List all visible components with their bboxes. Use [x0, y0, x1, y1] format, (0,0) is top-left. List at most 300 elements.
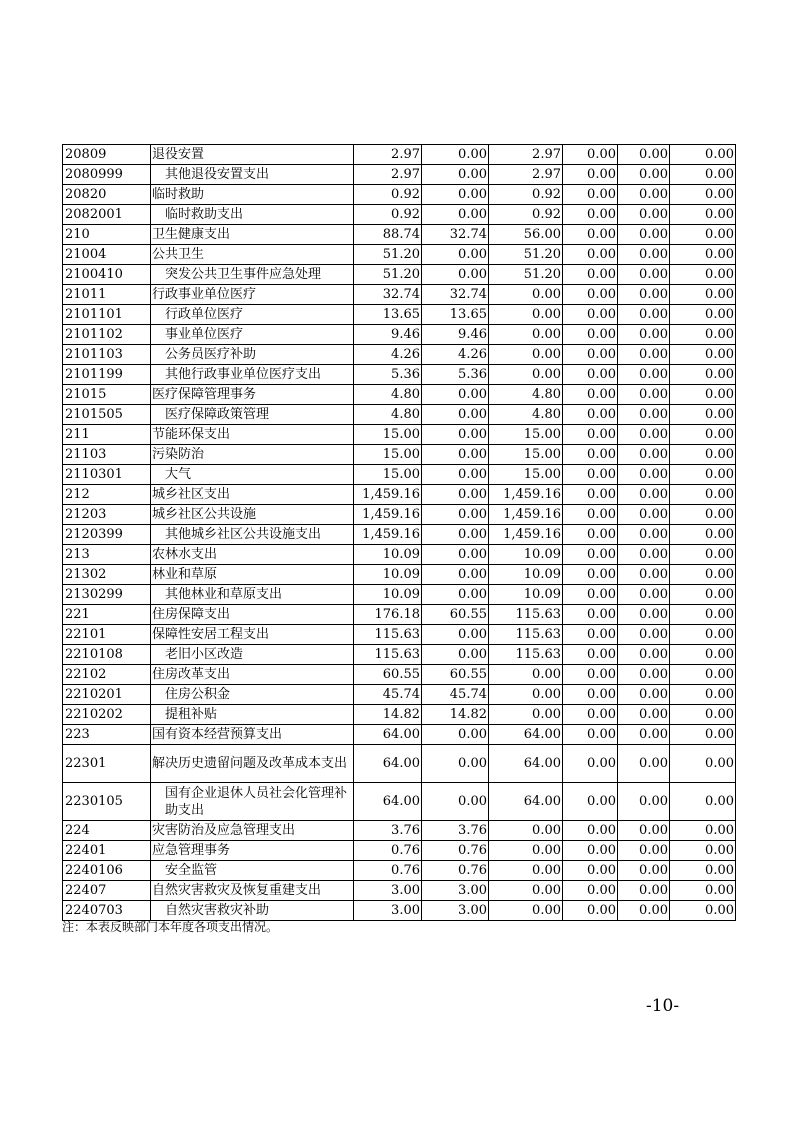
table-row: [63, 745, 736, 783]
other-value-1: 0.00: [563, 705, 618, 725]
subject-name: 住房保障支出: [151, 605, 354, 625]
other-value-3: 0.00: [670, 365, 736, 385]
subject-code: 224: [63, 821, 151, 841]
page-number: -10-: [646, 996, 680, 1016]
project-value: 2.97: [489, 165, 563, 185]
total-value: 3.76: [354, 821, 422, 841]
subject-name: 住房公积金: [151, 685, 354, 705]
basic-value: 3.00: [422, 901, 489, 921]
total-value: 15.00: [354, 465, 422, 485]
subject-code: 2101199: [63, 365, 151, 385]
subject-code: 20820: [63, 185, 151, 205]
basic-value: 0.00: [422, 585, 489, 605]
other-value-3: 0.00: [670, 385, 736, 405]
other-value-1: 0.00: [563, 205, 618, 225]
project-value: 51.20: [489, 265, 563, 285]
project-value: 0.00: [489, 705, 563, 725]
project-value: 15.00: [489, 465, 563, 485]
other-value-1: 0.00: [563, 685, 618, 705]
other-value-1: 0.00: [563, 861, 618, 881]
total-value: 64.00: [354, 725, 422, 745]
basic-value: 0.00: [422, 465, 489, 485]
other-value-3: 0.00: [670, 625, 736, 645]
subject-name: 灾害防治及应急管理支出: [151, 821, 354, 841]
basic-value: 0.00: [422, 645, 489, 665]
total-value: 51.20: [354, 265, 422, 285]
other-value-2: 0.00: [618, 185, 670, 205]
subject-name: 行政事业单位医疗: [151, 285, 354, 305]
project-value: 0.00: [489, 901, 563, 921]
basic-value: 3.00: [422, 881, 489, 901]
basic-value: 0.00: [422, 783, 489, 821]
other-value-1: 0.00: [563, 305, 618, 325]
table-row: [63, 165, 736, 185]
other-value-2: 0.00: [618, 365, 670, 385]
table-row: [63, 505, 736, 525]
project-value: 115.63: [489, 605, 563, 625]
subject-name: 提租补贴: [151, 705, 354, 725]
other-value-3: 0.00: [670, 465, 736, 485]
total-value: 10.09: [354, 545, 422, 565]
other-value-2: 0.00: [618, 901, 670, 921]
other-value-1: 0.00: [563, 565, 618, 585]
subject-name: 大气: [151, 465, 354, 485]
other-value-1: 0.00: [563, 225, 618, 245]
table-row: [63, 245, 736, 265]
other-value-2: 0.00: [618, 861, 670, 881]
subject-code: 2130299: [63, 585, 151, 605]
subject-name: 其他城乡社区公共设施支出: [151, 525, 354, 545]
total-value: 64.00: [354, 745, 422, 783]
other-value-3: 0.00: [670, 285, 736, 305]
other-value-2: 0.00: [618, 725, 670, 745]
total-value: 176.18: [354, 605, 422, 625]
subject-code: 22301: [63, 745, 151, 783]
table-row: [63, 821, 736, 841]
other-value-1: 0.00: [563, 465, 618, 485]
project-value: 0.00: [489, 665, 563, 685]
other-value-1: 0.00: [563, 445, 618, 465]
subject-code: 2101505: [63, 405, 151, 425]
project-value: 56.00: [489, 225, 563, 245]
other-value-2: 0.00: [618, 605, 670, 625]
subject-name: 城乡社区公共设施: [151, 505, 354, 525]
other-value-3: 0.00: [670, 405, 736, 425]
subject-code: 213: [63, 545, 151, 565]
total-value: 51.20: [354, 245, 422, 265]
basic-value: 0.00: [422, 505, 489, 525]
basic-value: 0.00: [422, 205, 489, 225]
project-value: 0.92: [489, 185, 563, 205]
basic-value: 5.36: [422, 365, 489, 385]
project-value: 0.00: [489, 881, 563, 901]
subject-code: 21011: [63, 285, 151, 305]
table-row: [63, 145, 736, 165]
basic-value: 0.00: [422, 445, 489, 465]
other-value-2: 0.00: [618, 745, 670, 783]
table-row: [63, 783, 736, 821]
other-value-2: 0.00: [618, 665, 670, 685]
project-value: 2.97: [489, 145, 563, 165]
subject-code: 2100410: [63, 265, 151, 285]
total-value: 4.80: [354, 405, 422, 425]
other-value-3: 0.00: [670, 725, 736, 745]
basic-value: 0.00: [422, 525, 489, 545]
basic-value: 0.00: [422, 245, 489, 265]
other-value-2: 0.00: [618, 285, 670, 305]
project-value: 10.09: [489, 545, 563, 565]
basic-value: 45.74: [422, 685, 489, 705]
other-value-3: 0.00: [670, 901, 736, 921]
subject-code: 2082001: [63, 205, 151, 225]
basic-value: 0.00: [422, 545, 489, 565]
project-value: 1,459.16: [489, 525, 563, 545]
other-value-3: 0.00: [670, 325, 736, 345]
project-value: 0.00: [489, 285, 563, 305]
table-row: [63, 265, 736, 285]
table-row: [63, 841, 736, 861]
table-row: [63, 185, 736, 205]
other-value-2: 0.00: [618, 325, 670, 345]
total-value: 32.74: [354, 285, 422, 305]
subject-name: 农林水支出: [151, 545, 354, 565]
table-row: [63, 325, 736, 345]
total-value: 4.80: [354, 385, 422, 405]
subject-name: 自然灾害救灾补助: [151, 901, 354, 921]
other-value-3: 0.00: [670, 685, 736, 705]
subject-name: 其他行政事业单位医疗支出: [151, 365, 354, 385]
subject-name: 林业和草原: [151, 565, 354, 585]
basic-value: 0.76: [422, 841, 489, 861]
other-value-1: 0.00: [563, 665, 618, 685]
table-row: [63, 625, 736, 645]
expenditure-table: [62, 144, 736, 921]
subject-code: 223: [63, 725, 151, 745]
subject-code: 2210202: [63, 705, 151, 725]
project-value: 1,459.16: [489, 505, 563, 525]
other-value-2: 0.00: [618, 405, 670, 425]
other-value-3: 0.00: [670, 145, 736, 165]
table-row: [63, 565, 736, 585]
total-value: 1,459.16: [354, 525, 422, 545]
other-value-1: 0.00: [563, 365, 618, 385]
other-value-2: 0.00: [618, 205, 670, 225]
table-row: [63, 205, 736, 225]
other-value-3: 0.00: [670, 861, 736, 881]
total-value: 13.65: [354, 305, 422, 325]
basic-value: 60.55: [422, 665, 489, 685]
other-value-2: 0.00: [618, 565, 670, 585]
table-row: [63, 345, 736, 365]
other-value-1: 0.00: [563, 783, 618, 821]
project-value: 0.92: [489, 205, 563, 225]
subject-code: 211: [63, 425, 151, 445]
subject-code: 2210108: [63, 645, 151, 665]
other-value-1: 0.00: [563, 745, 618, 783]
subject-code: 21302: [63, 565, 151, 585]
project-value: 0.00: [489, 685, 563, 705]
subject-name: 医疗保障管理事务: [151, 385, 354, 405]
other-value-1: 0.00: [563, 645, 618, 665]
other-value-1: 0.00: [563, 505, 618, 525]
other-value-3: 0.00: [670, 225, 736, 245]
table-row: [63, 465, 736, 485]
table-row: [63, 665, 736, 685]
subject-name: 临时救助: [151, 185, 354, 205]
other-value-3: 0.00: [670, 881, 736, 901]
table-row: [63, 685, 736, 705]
basic-value: 0.76: [422, 861, 489, 881]
other-value-2: 0.00: [618, 225, 670, 245]
other-value-3: 0.00: [670, 525, 736, 545]
total-value: 0.92: [354, 205, 422, 225]
other-value-3: 0.00: [670, 821, 736, 841]
total-value: 5.36: [354, 365, 422, 385]
subject-name: 退役安置: [151, 145, 354, 165]
subject-name: 卫生健康支出: [151, 225, 354, 245]
project-value: 10.09: [489, 565, 563, 585]
project-value: 0.00: [489, 821, 563, 841]
other-value-1: 0.00: [563, 625, 618, 645]
other-value-1: 0.00: [563, 265, 618, 285]
project-value: 15.00: [489, 425, 563, 445]
other-value-2: 0.00: [618, 245, 670, 265]
table-row: [63, 525, 736, 545]
basic-value: 0.00: [422, 385, 489, 405]
project-value: 64.00: [489, 725, 563, 745]
other-value-2: 0.00: [618, 841, 670, 861]
subject-name: 自然灾害救灾及恢复重建支出: [151, 881, 354, 901]
subject-code: 22102: [63, 665, 151, 685]
subject-code: 2110301: [63, 465, 151, 485]
other-value-3: 0.00: [670, 585, 736, 605]
other-value-3: 0.00: [670, 165, 736, 185]
basic-value: 32.74: [422, 225, 489, 245]
other-value-3: 0.00: [670, 265, 736, 285]
total-value: 1,459.16: [354, 485, 422, 505]
basic-value: 4.26: [422, 345, 489, 365]
table-row: [63, 605, 736, 625]
project-value: 0.00: [489, 345, 563, 365]
subject-name: 国有资本经营预算支出: [151, 725, 354, 745]
total-value: 0.92: [354, 185, 422, 205]
basic-value: 60.55: [422, 605, 489, 625]
other-value-2: 0.00: [618, 505, 670, 525]
subject-name: 保障性安居工程支出: [151, 625, 354, 645]
total-value: 0.76: [354, 841, 422, 861]
other-value-3: 0.00: [670, 345, 736, 365]
table-row: [63, 585, 736, 605]
basic-value: 13.65: [422, 305, 489, 325]
basic-value: 0.00: [422, 145, 489, 165]
other-value-3: 0.00: [670, 565, 736, 585]
subject-code: 22401: [63, 841, 151, 861]
other-value-3: 0.00: [670, 545, 736, 565]
basic-value: 0.00: [422, 165, 489, 185]
total-value: 88.74: [354, 225, 422, 245]
total-value: 10.09: [354, 585, 422, 605]
other-value-2: 0.00: [618, 821, 670, 841]
total-value: 15.00: [354, 445, 422, 465]
subject-name: 解决历史遗留问题及改革成本支出: [151, 745, 354, 783]
other-value-2: 0.00: [618, 625, 670, 645]
table-row: [63, 405, 736, 425]
project-value: 10.09: [489, 585, 563, 605]
subject-code: 2101103: [63, 345, 151, 365]
other-value-3: 0.00: [670, 645, 736, 665]
total-value: 2.97: [354, 165, 422, 185]
other-value-2: 0.00: [618, 145, 670, 165]
subject-name: 公务员医疗补助: [151, 345, 354, 365]
other-value-3: 0.00: [670, 245, 736, 265]
other-value-1: 0.00: [563, 325, 618, 345]
project-value: 0.00: [489, 365, 563, 385]
total-value: 60.55: [354, 665, 422, 685]
other-value-2: 0.00: [618, 783, 670, 821]
other-value-3: 0.00: [670, 705, 736, 725]
other-value-2: 0.00: [618, 585, 670, 605]
other-value-3: 0.00: [670, 185, 736, 205]
other-value-3: 0.00: [670, 485, 736, 505]
total-value: 2.97: [354, 145, 422, 165]
other-value-2: 0.00: [618, 305, 670, 325]
other-value-3: 0.00: [670, 783, 736, 821]
subject-code: 20809: [63, 145, 151, 165]
subject-code: 22407: [63, 881, 151, 901]
table-row: [63, 645, 736, 665]
other-value-1: 0.00: [563, 605, 618, 625]
other-value-1: 0.00: [563, 385, 618, 405]
subject-name: 节能环保支出: [151, 425, 354, 445]
subject-code: 2101102: [63, 325, 151, 345]
other-value-2: 0.00: [618, 385, 670, 405]
subject-name: 应急管理事务: [151, 841, 354, 861]
subject-name: 污染防治: [151, 445, 354, 465]
basic-value: 32.74: [422, 285, 489, 305]
other-value-1: 0.00: [563, 145, 618, 165]
other-value-1: 0.00: [563, 725, 618, 745]
other-value-1: 0.00: [563, 841, 618, 861]
total-value: 14.82: [354, 705, 422, 725]
other-value-2: 0.00: [618, 425, 670, 445]
basic-value: 3.76: [422, 821, 489, 841]
subject-name: 事业单位医疗: [151, 325, 354, 345]
subject-name: 城乡社区支出: [151, 485, 354, 505]
basic-value: 0.00: [422, 725, 489, 745]
table-row: [63, 385, 736, 405]
basic-value: 0.00: [422, 265, 489, 285]
total-value: 115.63: [354, 645, 422, 665]
basic-value: 0.00: [422, 625, 489, 645]
other-value-1: 0.00: [563, 901, 618, 921]
subject-code: 2080999: [63, 165, 151, 185]
other-value-2: 0.00: [618, 345, 670, 365]
other-value-3: 0.00: [670, 445, 736, 465]
subject-name: 其他林业和草原支出: [151, 585, 354, 605]
other-value-3: 0.00: [670, 745, 736, 783]
basic-value: 0.00: [422, 425, 489, 445]
total-value: 3.00: [354, 881, 422, 901]
table-row: [63, 485, 736, 505]
total-value: 4.26: [354, 345, 422, 365]
other-value-2: 0.00: [618, 445, 670, 465]
project-value: 0.00: [489, 305, 563, 325]
subject-code: 2120399: [63, 525, 151, 545]
other-value-3: 0.00: [670, 605, 736, 625]
table-row: [63, 285, 736, 305]
table-row: [63, 225, 736, 245]
other-value-2: 0.00: [618, 265, 670, 285]
other-value-1: 0.00: [563, 585, 618, 605]
subject-name: 老旧小区改造: [151, 645, 354, 665]
total-value: 10.09: [354, 565, 422, 585]
project-value: 0.00: [489, 841, 563, 861]
total-value: 64.00: [354, 783, 422, 821]
other-value-1: 0.00: [563, 425, 618, 445]
basic-value: 0.00: [422, 485, 489, 505]
table-row: [63, 425, 736, 445]
subject-name: 医疗保障政策管理: [151, 405, 354, 425]
project-value: 115.63: [489, 645, 563, 665]
basic-value: 0.00: [422, 565, 489, 585]
subject-name: 行政单位医疗: [151, 305, 354, 325]
subject-name: 国有企业退休人员社会化管理补助支出: [151, 783, 354, 821]
total-value: 0.76: [354, 861, 422, 881]
project-value: 1,459.16: [489, 485, 563, 505]
basic-value: 0.00: [422, 185, 489, 205]
subject-name: 住房改革支出: [151, 665, 354, 685]
subject-code: 221: [63, 605, 151, 625]
subject-code: 21004: [63, 245, 151, 265]
subject-code: 210: [63, 225, 151, 245]
project-value: 0.00: [489, 861, 563, 881]
total-value: 45.74: [354, 685, 422, 705]
other-value-3: 0.00: [670, 305, 736, 325]
other-value-1: 0.00: [563, 345, 618, 365]
basic-value: 9.46: [422, 325, 489, 345]
table-row: [63, 365, 736, 385]
total-value: 1,459.16: [354, 505, 422, 525]
other-value-1: 0.00: [563, 821, 618, 841]
subject-name: 突发公共卫生事件应急处理: [151, 265, 354, 285]
project-value: 51.20: [489, 245, 563, 265]
other-value-3: 0.00: [670, 505, 736, 525]
other-value-2: 0.00: [618, 525, 670, 545]
subject-code: 2210201: [63, 685, 151, 705]
other-value-2: 0.00: [618, 685, 670, 705]
other-value-2: 0.00: [618, 545, 670, 565]
other-value-1: 0.00: [563, 405, 618, 425]
basic-value: 0.00: [422, 405, 489, 425]
other-value-2: 0.00: [618, 165, 670, 185]
other-value-2: 0.00: [618, 645, 670, 665]
project-value: 64.00: [489, 745, 563, 783]
project-value: 4.80: [489, 405, 563, 425]
subject-name: 安全监管: [151, 861, 354, 881]
subject-name: 临时救助支出: [151, 205, 354, 225]
table-row: [63, 725, 736, 745]
table-row: [63, 705, 736, 725]
other-value-1: 0.00: [563, 185, 618, 205]
table-row: [63, 545, 736, 565]
other-value-2: 0.00: [618, 485, 670, 505]
total-value: 3.00: [354, 901, 422, 921]
other-value-1: 0.00: [563, 525, 618, 545]
subject-name: 其他退役安置支出: [151, 165, 354, 185]
subject-code: 2230105: [63, 783, 151, 821]
project-value: 115.63: [489, 625, 563, 645]
subject-code: 2240703: [63, 901, 151, 921]
